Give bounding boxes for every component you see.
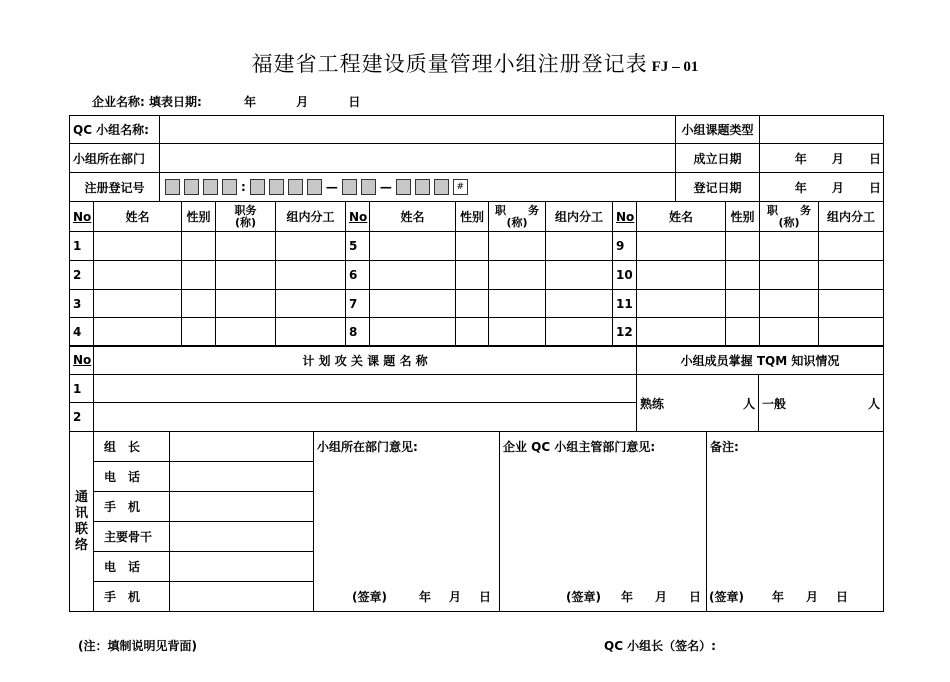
leader-signature-label: QC 小组长（签名）: [604,639,716,653]
contact-section-label: 通讯联络 [70,432,94,612]
reg-no-field[interactable] [160,173,676,202]
row-number: 4 [70,318,94,347]
reg-date-label: 登记日期 [676,173,760,202]
company-line [92,93,360,110]
found-date-field[interactable] [760,144,884,173]
reg-box[interactable] [165,179,180,195]
member-role-header: 组内分工 [819,202,884,232]
tqm-general-cell[interactable] [759,375,884,432]
leader-field[interactable] [170,432,314,462]
reg-box[interactable] [250,179,265,195]
member-title-header: 职 务 (称) [760,202,819,232]
skilled-label: 熟练 [640,396,665,411]
table-row [70,290,884,318]
member-gender-header: 性别 [726,202,760,232]
reg-date-field[interactable] [760,173,884,202]
reg-day: 日 [868,180,881,195]
members-table [69,201,884,347]
row-number: 1 [70,375,94,403]
reg-box[interactable] [342,179,357,195]
remarks-seal: (签章) [709,590,744,604]
tqm-skilled-cell[interactable] [637,375,759,432]
mobile-label-2: 手 机 [94,582,170,612]
member-no-header: No [70,202,94,232]
dept-opinion-label: 小组所在部门意见: [317,440,418,454]
fill-day: 日 [348,95,361,109]
found-date-label: 成立日期 [676,144,760,173]
general-label: 一般 [762,396,787,411]
dept-seal: (签章) [352,590,387,604]
row-number: 8 [346,318,370,347]
skilled-unit: 人 [742,396,755,411]
row-number: 2 [70,261,94,290]
reg-year: 年 [794,180,807,195]
form-code: FJ – 01 [651,59,699,75]
reg-box[interactable] [415,179,430,195]
reg-box[interactable] [184,179,199,195]
topic-type-label: 小组课题类型 [676,116,760,144]
backbone-field[interactable] [170,522,314,552]
footnote: (注：填制说明见背面) [78,639,197,653]
table-row [70,232,884,261]
tqm-header: 小组成员掌握 TQM 知识情况 [637,346,884,375]
company-opinion-cell[interactable] [500,432,707,612]
company-seal: (签章) [566,590,601,604]
reg-box[interactable] [396,179,411,195]
reg-no-label: 注册登记号 [70,173,160,202]
company-sign-row: (签章) 年 月 日 [566,590,702,604]
row-number: 2 [70,403,94,432]
phone-field-2[interactable] [170,552,314,582]
row-number: 12 [613,318,637,347]
qc-name-field[interactable] [160,116,676,144]
phone-label: 电 话 [94,462,170,492]
plan-topic-header: 计 划 攻 关 课 题 名 称 [94,346,637,375]
member-gender-header: 性别 [182,202,216,232]
dept-field[interactable] [160,144,676,173]
form-title [0,48,950,78]
mobile-field[interactable] [170,492,314,522]
table-row [70,261,884,290]
topic-field-1[interactable] [94,375,637,403]
phone-field[interactable] [170,462,314,492]
remarks-label: 备注: [710,440,739,454]
info-table [69,115,884,202]
member-name-header: 姓名 [370,202,456,232]
company-label: 企业名称: [92,95,145,109]
leader-label: 组 长 [94,432,170,462]
row-number: 11 [613,290,637,318]
reg-box[interactable] [434,179,449,195]
row-number: 1 [70,232,94,261]
form-title-text: 福建省工程建设质量管理小组注册登记表 [251,52,648,76]
mobile-label: 手 机 [94,492,170,522]
remarks-sign-row: (签章) 年 月 日 [709,590,849,604]
row-number: 7 [346,290,370,318]
reg-box[interactable] [307,179,322,195]
general-unit: 人 [867,396,880,411]
member-no-header: No [346,202,370,232]
reg-hash-box: # [453,179,468,195]
fill-month: 月 [296,95,309,109]
row-number: 9 [613,232,637,261]
dept-opinion-cell[interactable] [314,432,500,612]
reg-box[interactable] [222,179,237,195]
dept-sign-row: (签章) 年 月 日 [352,590,492,604]
backbone-label: 主要骨干 [94,522,170,552]
company-opinion-label: 企业 QC 小组主管部门意见: [503,440,656,454]
found-day: 日 [868,151,881,166]
topic-no-header: No [70,346,94,375]
topics-table [69,345,884,432]
member-role-header: 组内分工 [546,202,613,232]
member-title-header: 职务 (称) [216,202,276,232]
member-name-header: 姓名 [637,202,726,232]
reg-box[interactable] [203,179,218,195]
topic-type-field[interactable] [760,116,884,144]
table-row [70,318,884,347]
table-row [70,375,884,403]
reg-box[interactable] [361,179,376,195]
topic-field-2[interactable] [94,403,637,432]
reg-dash: — [379,180,392,194]
member-gender-header: 性别 [456,202,489,232]
qc-name-label: QC 小组名称: [70,116,160,144]
dept-label: 小组所在部门 [70,144,160,173]
row-number: 3 [70,290,94,318]
found-month: 月 [831,151,844,166]
reg-box[interactable] [288,179,303,195]
row-number: 5 [346,232,370,261]
mobile-field-2[interactable] [170,582,314,612]
member-title-header: 职 务 (称) [489,202,546,232]
row-number: 6 [346,261,370,290]
reg-box[interactable] [269,179,284,195]
fill-date-label: 填表日期: [149,95,202,109]
row-number: 10 [613,261,637,290]
contact-table [69,431,884,612]
reg-dash: — [325,180,338,194]
fill-year: 年 [244,95,257,109]
found-year: 年 [794,151,807,166]
member-no-header: No [613,202,637,232]
reg-colon: : [241,180,246,194]
member-name-header: 姓名 [94,202,182,232]
reg-month: 月 [831,180,844,195]
member-role-header: 组内分工 [276,202,346,232]
remarks-cell[interactable] [707,432,884,612]
reg-no-boxes [165,179,672,195]
phone-label-2: 电 话 [94,552,170,582]
